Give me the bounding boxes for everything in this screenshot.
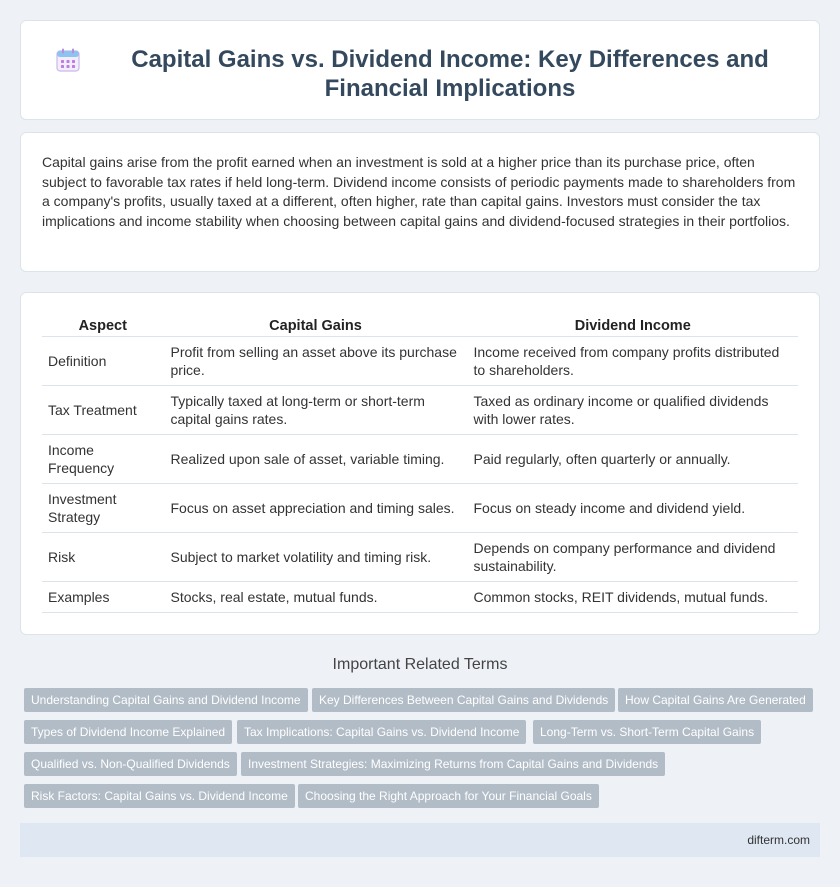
- row-capital-gains: Subject to market volatility and timing risk.: [164, 533, 467, 582]
- table-row: [42, 435, 798, 484]
- related-term-tag[interactable]: Risk Factors: Capital Gains vs. Dividend Income: [24, 784, 295, 808]
- footer-site-link[interactable]: difterm.com: [747, 833, 810, 847]
- row-dividend-income: Income received from company profits distributed to shareholders.: [467, 337, 798, 386]
- row-dividend-income: Depends on company performance and dividend sustainability.: [467, 533, 798, 582]
- row-dividend-income: Taxed as ordinary income or qualified dividends with lower rates.: [467, 386, 798, 435]
- related-term-tag[interactable]: Understanding Capital Gains and Dividend Income: [24, 688, 308, 712]
- table-row: [42, 484, 798, 533]
- table-row: [42, 337, 798, 386]
- row-aspect: Definition: [42, 337, 164, 386]
- row-aspect: Risk: [42, 533, 164, 582]
- intro-paragraph: Capital gains arise from the profit earned when an investment is sold at a higher price than its purchase price, often subject to favorable tax rates if held long-term. Dividend income consists of periodic payments made to shareholders from a company's profits, usually taxed at a different, often higher, rate than capital gains. Investors must consider the tax implications and income stability when choosing between capital gains and dividend-focused strategies in their portfolios.: [42, 154, 796, 229]
- related-term-tag[interactable]: How Capital Gains Are Generated: [618, 688, 813, 712]
- row-capital-gains: Focus on asset appreciation and timing sales.: [164, 484, 467, 533]
- row-capital-gains: Realized upon sale of asset, variable timing.: [164, 435, 467, 484]
- comparison-table-card: [20, 292, 820, 635]
- table-header-row: [42, 315, 798, 337]
- table-row: [42, 533, 798, 582]
- row-aspect: Income Frequency: [42, 435, 164, 484]
- related-term-tag[interactable]: Qualified vs. Non-Qualified Dividends: [24, 752, 237, 776]
- related-term-tag[interactable]: Tax Implications: Capital Gains vs. Dividend Income: [237, 720, 526, 744]
- intro-card: [20, 132, 820, 272]
- row-aspect: Investment Strategy: [42, 484, 164, 533]
- column-header-capital-gains: Capital Gains: [164, 315, 467, 337]
- related-term-tag[interactable]: Types of Dividend Income Explained: [24, 720, 232, 744]
- row-aspect: Examples: [42, 582, 164, 613]
- related-terms-heading: Important Related Terms: [332, 656, 508, 673]
- row-capital-gains: Stocks, real estate, mutual funds.: [164, 582, 467, 613]
- row-aspect: Tax Treatment: [42, 386, 164, 435]
- footer: [20, 823, 820, 857]
- related-term-tag[interactable]: Long-Term vs. Short-Term Capital Gains: [533, 720, 761, 744]
- row-capital-gains: Profit from selling an asset above its purchase price.: [164, 337, 467, 386]
- comparison-table: [42, 315, 798, 613]
- calendar-icon: [55, 47, 81, 73]
- table-row: [42, 386, 798, 435]
- page-title: Capital Gains vs. Dividend Income: Key Differences and Financial Implications: [131, 46, 769, 102]
- row-dividend-income: Focus on steady income and dividend yield.: [467, 484, 798, 533]
- row-dividend-income: Paid regularly, often quarterly or annually.: [467, 435, 798, 484]
- related-term-tag[interactable]: Choosing the Right Approach for Your Financial Goals: [298, 784, 599, 808]
- row-dividend-income: Common stocks, REIT dividends, mutual funds.: [467, 582, 798, 613]
- related-term-tag[interactable]: Investment Strategies: Maximizing Returns from Capital Gains and Dividends: [241, 752, 665, 776]
- column-header-dividend-income: Dividend Income: [467, 315, 798, 337]
- header-card: [20, 20, 820, 120]
- row-capital-gains: Typically taxed at long-term or short-term capital gains rates.: [164, 386, 467, 435]
- column-header-aspect: Aspect: [42, 315, 164, 337]
- table-row: [42, 582, 798, 613]
- related-term-tag[interactable]: Key Differences Between Capital Gains and Dividends: [312, 688, 615, 712]
